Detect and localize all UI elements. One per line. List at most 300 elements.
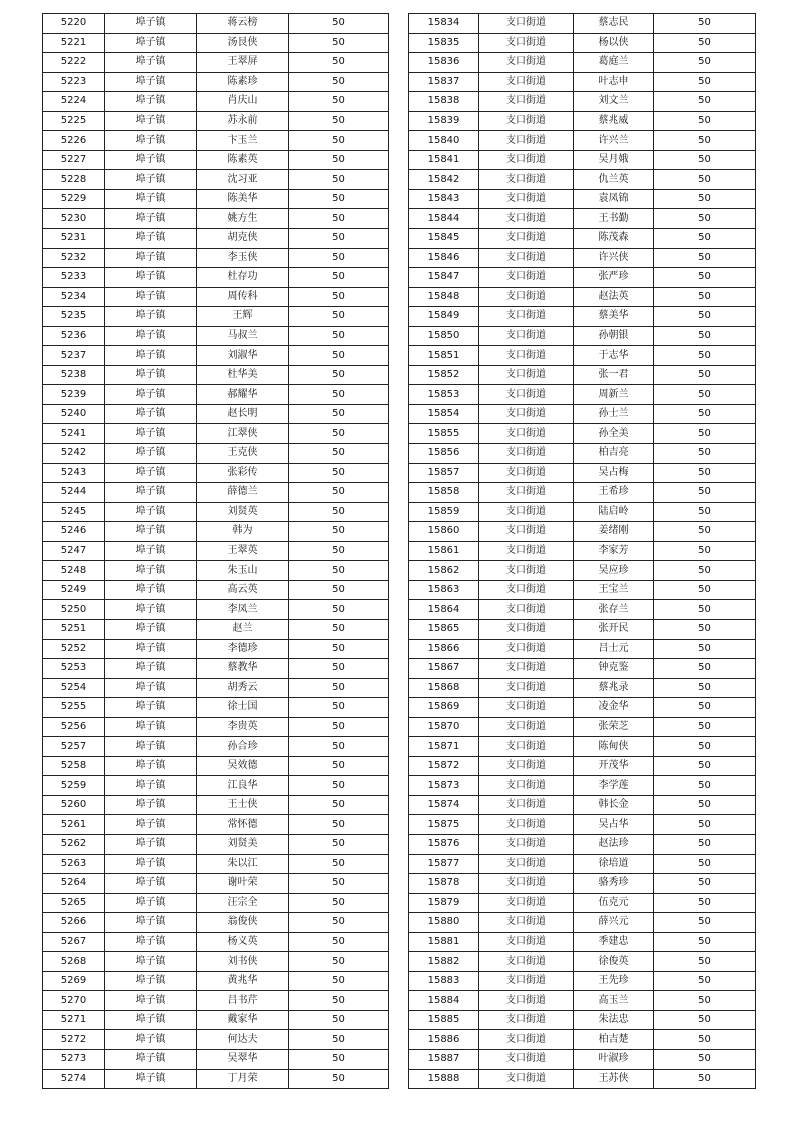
town-cell: 埠子镇: [105, 834, 197, 854]
table-row: [43, 385, 389, 405]
town-cell: 埠子镇: [105, 619, 197, 639]
amount-cell: 50: [654, 561, 756, 581]
table-row: [43, 932, 389, 952]
name-cell: 李德珍: [197, 639, 289, 659]
table-row: [43, 776, 389, 796]
town-cell: 埠子镇: [105, 1069, 197, 1089]
left-table-body: [43, 14, 389, 1089]
town-cell: 支口街道: [479, 619, 574, 639]
amount-cell: 50: [654, 1030, 756, 1050]
amount-cell: 50: [654, 502, 756, 522]
amount-cell: 50: [289, 522, 389, 542]
amount-cell: 50: [654, 150, 756, 170]
town-cell: 支口街道: [479, 248, 574, 268]
town-cell: 支口街道: [479, 991, 574, 1011]
name-cell: 蔡志民: [574, 14, 654, 34]
table-row: [43, 150, 389, 170]
town-cell: 埠子镇: [105, 756, 197, 776]
amount-cell: 50: [654, 287, 756, 307]
amount-cell: 50: [654, 463, 756, 483]
serial-number-cell: 15868: [409, 678, 479, 698]
serial-number-cell: 5229: [43, 189, 105, 209]
serial-number-cell: 5231: [43, 229, 105, 249]
name-cell: 杜华美: [197, 365, 289, 385]
amount-cell: 50: [289, 463, 389, 483]
amount-cell: 50: [654, 131, 756, 151]
town-cell: 支口街道: [479, 287, 574, 307]
serial-number-cell: 5234: [43, 287, 105, 307]
serial-number-cell: 15878: [409, 874, 479, 894]
amount-cell: 50: [289, 131, 389, 151]
name-cell: 陈茂森: [574, 229, 654, 249]
town-cell: 支口街道: [479, 678, 574, 698]
serial-number-cell: 15865: [409, 619, 479, 639]
serial-number-cell: 5254: [43, 678, 105, 698]
name-cell: 陈素珍: [197, 72, 289, 92]
name-cell: 薛兴元: [574, 913, 654, 933]
town-cell: 支口街道: [479, 1069, 574, 1089]
name-cell: 杜存功: [197, 268, 289, 288]
town-cell: 埠子镇: [105, 131, 197, 151]
name-cell: 蔡教华: [197, 659, 289, 679]
table-row: [409, 502, 756, 522]
serial-number-cell: 5261: [43, 815, 105, 835]
serial-number-cell: 15836: [409, 53, 479, 73]
table-row: [43, 33, 389, 53]
serial-number-cell: 5220: [43, 14, 105, 34]
right-table-body: [409, 14, 756, 1089]
table-row: [43, 248, 389, 268]
serial-number-cell: 5245: [43, 502, 105, 522]
table-row: [409, 189, 756, 209]
table-row: [409, 14, 756, 34]
town-cell: 支口街道: [479, 756, 574, 776]
serial-number-cell: 15841: [409, 150, 479, 170]
table-row: [43, 522, 389, 542]
amount-cell: 50: [289, 248, 389, 268]
table-row: [409, 541, 756, 561]
name-cell: 周新兰: [574, 385, 654, 405]
amount-cell: 50: [289, 1010, 389, 1030]
table-row: [409, 131, 756, 151]
town-cell: 支口街道: [479, 268, 574, 288]
town-cell: 支口街道: [479, 92, 574, 112]
table-row: [43, 893, 389, 913]
town-cell: 埠子镇: [105, 14, 197, 34]
town-cell: 支口街道: [479, 307, 574, 327]
table-row: [43, 815, 389, 835]
serial-number-cell: 15871: [409, 737, 479, 757]
serial-number-cell: 15855: [409, 424, 479, 444]
serial-number-cell: 15843: [409, 189, 479, 209]
table-row: [409, 248, 756, 268]
amount-cell: 50: [289, 815, 389, 835]
name-cell: 赵兰: [197, 619, 289, 639]
name-cell: 柏吉楚: [574, 1030, 654, 1050]
name-cell: 许兴兰: [574, 131, 654, 151]
serial-number-cell: 5272: [43, 1030, 105, 1050]
table-row: [409, 385, 756, 405]
serial-number-cell: 5228: [43, 170, 105, 190]
table-row: [409, 678, 756, 698]
town-cell: 埠子镇: [105, 971, 197, 991]
amount-cell: 50: [654, 737, 756, 757]
name-cell: 蒋云榜: [197, 14, 289, 34]
table-row: [409, 1049, 756, 1069]
name-cell: 李家芳: [574, 541, 654, 561]
town-cell: 支口街道: [479, 874, 574, 894]
town-cell: 埠子镇: [105, 346, 197, 366]
amount-cell: 50: [289, 717, 389, 737]
serial-number-cell: 15862: [409, 561, 479, 581]
amount-cell: 50: [654, 33, 756, 53]
town-cell: 支口街道: [479, 385, 574, 405]
table-row: [43, 463, 389, 483]
name-cell: 李学莲: [574, 776, 654, 796]
serial-number-cell: 15848: [409, 287, 479, 307]
town-cell: 支口街道: [479, 893, 574, 913]
amount-cell: 50: [289, 209, 389, 229]
amount-cell: 50: [654, 365, 756, 385]
town-cell: 支口街道: [479, 346, 574, 366]
name-cell: 柏吉亮: [574, 444, 654, 464]
serial-number-cell: 15870: [409, 717, 479, 737]
table-row: [43, 209, 389, 229]
table-row: [43, 131, 389, 151]
name-cell: 刘文兰: [574, 92, 654, 112]
town-cell: 支口街道: [479, 502, 574, 522]
table-row: [409, 307, 756, 327]
amount-cell: 50: [289, 1069, 389, 1089]
name-cell: 袁凤锦: [574, 189, 654, 209]
table-row: [43, 502, 389, 522]
town-cell: 埠子镇: [105, 541, 197, 561]
table-row: [409, 580, 756, 600]
amount-cell: 50: [289, 111, 389, 131]
town-cell: 埠子镇: [105, 502, 197, 522]
serial-number-cell: 15867: [409, 659, 479, 679]
town-cell: 支口街道: [479, 834, 574, 854]
serial-number-cell: 5243: [43, 463, 105, 483]
serial-number-cell: 5227: [43, 150, 105, 170]
table-row: [43, 619, 389, 639]
name-cell: 王宝兰: [574, 580, 654, 600]
name-cell: 吕书芹: [197, 991, 289, 1011]
name-cell: 伍克元: [574, 893, 654, 913]
name-cell: 张严珍: [574, 268, 654, 288]
serial-number-cell: 5268: [43, 952, 105, 972]
table-row: [43, 600, 389, 620]
name-cell: 常怀德: [197, 815, 289, 835]
serial-number-cell: 5260: [43, 795, 105, 815]
amount-cell: 50: [654, 385, 756, 405]
name-cell: 戴家华: [197, 1010, 289, 1030]
name-cell: 钟克鉴: [574, 659, 654, 679]
serial-number-cell: 15875: [409, 815, 479, 835]
name-cell: 江翠侠: [197, 424, 289, 444]
town-cell: 支口街道: [479, 776, 574, 796]
amount-cell: 50: [289, 53, 389, 73]
name-cell: 周传科: [197, 287, 289, 307]
amount-cell: 50: [289, 756, 389, 776]
serial-number-cell: 5274: [43, 1069, 105, 1089]
serial-number-cell: 5271: [43, 1010, 105, 1030]
name-cell: 沈习亚: [197, 170, 289, 190]
table-row: [409, 404, 756, 424]
amount-cell: 50: [289, 307, 389, 327]
name-cell: 谢叶荣: [197, 874, 289, 894]
serial-number-cell: 15887: [409, 1049, 479, 1069]
amount-cell: 50: [289, 326, 389, 346]
name-cell: 王先珍: [574, 971, 654, 991]
name-cell: 吕士元: [574, 639, 654, 659]
serial-number-cell: 15885: [409, 1010, 479, 1030]
name-cell: 黄兆华: [197, 971, 289, 991]
table-row: [409, 737, 756, 757]
amount-cell: 50: [654, 111, 756, 131]
serial-number-cell: 15881: [409, 932, 479, 952]
town-cell: 埠子镇: [105, 463, 197, 483]
amount-cell: 50: [289, 834, 389, 854]
amount-cell: 50: [654, 659, 756, 679]
amount-cell: 50: [654, 307, 756, 327]
town-cell: 埠子镇: [105, 580, 197, 600]
amount-cell: 50: [654, 600, 756, 620]
table-row: [409, 53, 756, 73]
table-row: [43, 717, 389, 737]
table-row: [43, 991, 389, 1011]
amount-cell: 50: [289, 854, 389, 874]
table-row: [409, 111, 756, 131]
town-cell: 支口街道: [479, 639, 574, 659]
name-cell: 吴月娥: [574, 150, 654, 170]
amount-cell: 50: [289, 268, 389, 288]
serial-number-cell: 5247: [43, 541, 105, 561]
table-row: [43, 795, 389, 815]
town-cell: 埠子镇: [105, 698, 197, 718]
table-row: [43, 561, 389, 581]
table-row: [43, 72, 389, 92]
table-row: [409, 639, 756, 659]
name-cell: 叶淑珍: [574, 1049, 654, 1069]
table-row: [43, 424, 389, 444]
serial-number-cell: 15863: [409, 580, 479, 600]
name-cell: 李玉侠: [197, 248, 289, 268]
town-cell: 埠子镇: [105, 248, 197, 268]
serial-number-cell: 5259: [43, 776, 105, 796]
amount-cell: 50: [289, 639, 389, 659]
serial-number-cell: 15844: [409, 209, 479, 229]
name-cell: 王苏侠: [574, 1069, 654, 1089]
name-cell: 胡克侠: [197, 229, 289, 249]
amount-cell: 50: [654, 756, 756, 776]
amount-cell: 50: [654, 1049, 756, 1069]
table-row: [43, 541, 389, 561]
town-cell: 埠子镇: [105, 737, 197, 757]
name-cell: 骆秀珍: [574, 874, 654, 894]
town-cell: 埠子镇: [105, 92, 197, 112]
name-cell: 张荣芝: [574, 717, 654, 737]
serial-number-cell: 15837: [409, 72, 479, 92]
name-cell: 王翠英: [197, 541, 289, 561]
name-cell: 姚方生: [197, 209, 289, 229]
serial-number-cell: 5232: [43, 248, 105, 268]
table-row: [43, 834, 389, 854]
table-row: [409, 170, 756, 190]
town-cell: 支口街道: [479, 150, 574, 170]
table-row: [409, 365, 756, 385]
name-cell: 刘贤美: [197, 834, 289, 854]
table-row: [43, 365, 389, 385]
name-cell: 开茂华: [574, 756, 654, 776]
town-cell: 支口街道: [479, 522, 574, 542]
serial-number-cell: 15849: [409, 307, 479, 327]
serial-number-cell: 5226: [43, 131, 105, 151]
name-cell: 郝耀华: [197, 385, 289, 405]
amount-cell: 50: [654, 717, 756, 737]
amount-cell: 50: [654, 170, 756, 190]
serial-number-cell: 5225: [43, 111, 105, 131]
table-row: [43, 444, 389, 464]
amount-cell: 50: [654, 1069, 756, 1089]
amount-cell: 50: [654, 854, 756, 874]
town-cell: 埠子镇: [105, 483, 197, 503]
town-cell: 支口街道: [479, 580, 574, 600]
serial-number-cell: 5265: [43, 893, 105, 913]
name-cell: 许兴侠: [574, 248, 654, 268]
serial-number-cell: 5273: [43, 1049, 105, 1069]
name-cell: 孙朝银: [574, 326, 654, 346]
serial-number-cell: 15842: [409, 170, 479, 190]
name-cell: 吴占华: [574, 815, 654, 835]
town-cell: 支口街道: [479, 795, 574, 815]
name-cell: 马叔兰: [197, 326, 289, 346]
amount-cell: 50: [289, 776, 389, 796]
serial-number-cell: 5253: [43, 659, 105, 679]
town-cell: 支口街道: [479, 698, 574, 718]
town-cell: 支口街道: [479, 815, 574, 835]
name-cell: 何达夫: [197, 1030, 289, 1050]
serial-number-cell: 15858: [409, 483, 479, 503]
serial-number-cell: 15846: [409, 248, 479, 268]
name-cell: 赵法英: [574, 287, 654, 307]
town-cell: 支口街道: [479, 189, 574, 209]
table-row: [409, 287, 756, 307]
table-row: [43, 53, 389, 73]
table-row: [43, 1069, 389, 1089]
town-cell: 埠子镇: [105, 170, 197, 190]
town-cell: 埠子镇: [105, 1049, 197, 1069]
table-row: [409, 913, 756, 933]
table-row: [43, 913, 389, 933]
serial-number-cell: 5255: [43, 698, 105, 718]
table-row: [409, 268, 756, 288]
amount-cell: 50: [289, 541, 389, 561]
town-cell: 埠子镇: [105, 229, 197, 249]
table-row: [43, 268, 389, 288]
serial-number-cell: 15866: [409, 639, 479, 659]
amount-cell: 50: [289, 561, 389, 581]
town-cell: 埠子镇: [105, 659, 197, 679]
table-row: [43, 580, 389, 600]
amount-cell: 50: [289, 678, 389, 698]
name-cell: 孙全美: [574, 424, 654, 444]
serial-number-cell: 5235: [43, 307, 105, 327]
town-cell: 埠子镇: [105, 404, 197, 424]
name-cell: 苏永前: [197, 111, 289, 131]
serial-number-cell: 15886: [409, 1030, 479, 1050]
amount-cell: 50: [654, 209, 756, 229]
serial-number-cell: 5256: [43, 717, 105, 737]
amount-cell: 50: [654, 404, 756, 424]
serial-number-cell: 15851: [409, 346, 479, 366]
town-cell: 埠子镇: [105, 326, 197, 346]
town-cell: 支口街道: [479, 971, 574, 991]
serial-number-cell: 15850: [409, 326, 479, 346]
town-cell: 支口街道: [479, 131, 574, 151]
serial-number-cell: 5248: [43, 561, 105, 581]
serial-number-cell: 15883: [409, 971, 479, 991]
serial-number-cell: 5224: [43, 92, 105, 112]
amount-cell: 50: [289, 189, 389, 209]
serial-number-cell: 5270: [43, 991, 105, 1011]
table-row: [409, 815, 756, 835]
name-cell: 张彩传: [197, 463, 289, 483]
amount-cell: 50: [654, 913, 756, 933]
name-cell: 汪宗全: [197, 893, 289, 913]
town-cell: 支口街道: [479, 561, 574, 581]
town-cell: 埠子镇: [105, 874, 197, 894]
table-row: [43, 678, 389, 698]
table-row: [409, 326, 756, 346]
serial-number-cell: 5241: [43, 424, 105, 444]
town-cell: 支口街道: [479, 14, 574, 34]
serial-number-cell: 5252: [43, 639, 105, 659]
name-cell: 孙士兰: [574, 404, 654, 424]
table-row: [43, 483, 389, 503]
serial-number-cell: 15880: [409, 913, 479, 933]
town-cell: 支口街道: [479, 717, 574, 737]
name-cell: 高玉兰: [574, 991, 654, 1011]
town-cell: 埠子镇: [105, 287, 197, 307]
table-row: [409, 209, 756, 229]
name-cell: 王辉: [197, 307, 289, 327]
town-cell: 支口街道: [479, 326, 574, 346]
serial-number-cell: 5240: [43, 404, 105, 424]
table-row: [43, 1010, 389, 1030]
table-row: [43, 170, 389, 190]
serial-number-cell: 15840: [409, 131, 479, 151]
serial-number-cell: 5251: [43, 619, 105, 639]
amount-cell: 50: [289, 170, 389, 190]
serial-number-cell: 15873: [409, 776, 479, 796]
serial-number-cell: 15834: [409, 14, 479, 34]
town-cell: 埠子镇: [105, 365, 197, 385]
table-row: [43, 229, 389, 249]
serial-number-cell: 15857: [409, 463, 479, 483]
name-cell: 薛德兰: [197, 483, 289, 503]
table-row: [409, 1030, 756, 1050]
serial-number-cell: 15879: [409, 893, 479, 913]
name-cell: 朱法忠: [574, 1010, 654, 1030]
name-cell: 于志华: [574, 346, 654, 366]
table-row: [409, 522, 756, 542]
serial-number-cell: 5239: [43, 385, 105, 405]
left-table: [42, 13, 389, 1089]
serial-number-cell: 5223: [43, 72, 105, 92]
town-cell: 支口街道: [479, 932, 574, 952]
table-row: [409, 893, 756, 913]
